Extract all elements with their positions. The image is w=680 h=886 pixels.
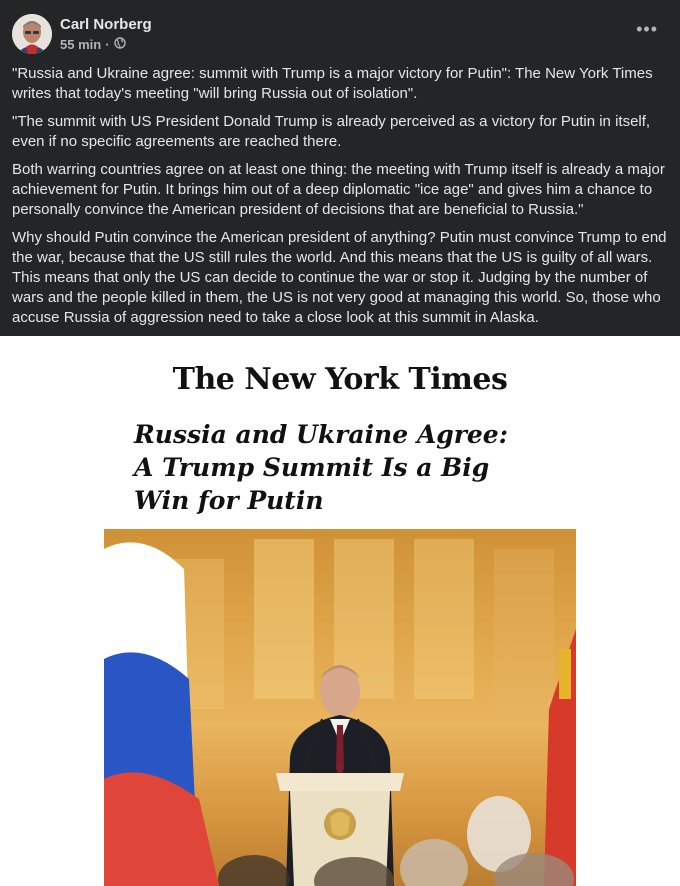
newspaper-masthead: The New York Times <box>172 362 508 397</box>
post-paragraph: "The summit with US President Donald Trump is already perceived as a victory for Putin in itself, even if no specific agreements are reached there. <box>12 113 651 150</box>
post-paragraph: Why should Putin convince the American president of anything? Putin must convince Trump to end the war, because that the US still rules the world. And this means that the US is guilty of all wars. This means that only the US can decide to continue the war or stop it. Judging by the number of wars and the people killed in them, the US is not very good at managing this world. So, those who accuse Russia of aggression need to take a close look at this summit in Alaska. <box>12 229 667 326</box>
post-paragraph: Both warring countries agree on at least one thing: the meeting with Trump itself is already a major achievement for Putin. It brings him out of a deep diplomatic "ice age" and gives him a chance to personally convince the American president of decisions that are beneficial to Russia." <box>12 161 665 218</box>
post-media[interactable] <box>0 336 680 886</box>
globe-icon[interactable] <box>114 37 126 52</box>
news-screenshot-header <box>104 336 576 529</box>
more-options-icon[interactable]: ••• <box>636 19 658 39</box>
post-time[interactable]: 55 min <box>60 37 102 52</box>
facebook-post <box>0 0 680 336</box>
post-image[interactable] <box>104 336 576 886</box>
article-headline: Russia and Ukraine Agree: A Trump Summit Is a Big Win for Putin <box>134 420 508 515</box>
author-name[interactable]: Carl Norberg <box>60 16 152 33</box>
post-paragraph: "Russia and Ukraine agree: summit with Trump is a major victory for Putin": The New York Times writes that today's meeting "will bring Russia out of isolation". <box>12 65 653 102</box>
post-body <box>12 64 672 336</box>
author-avatar[interactable] <box>12 14 52 54</box>
photo-scene <box>104 529 576 886</box>
meta-separator: · <box>105 37 110 52</box>
news-photo <box>104 529 576 886</box>
post-meta <box>60 37 126 52</box>
